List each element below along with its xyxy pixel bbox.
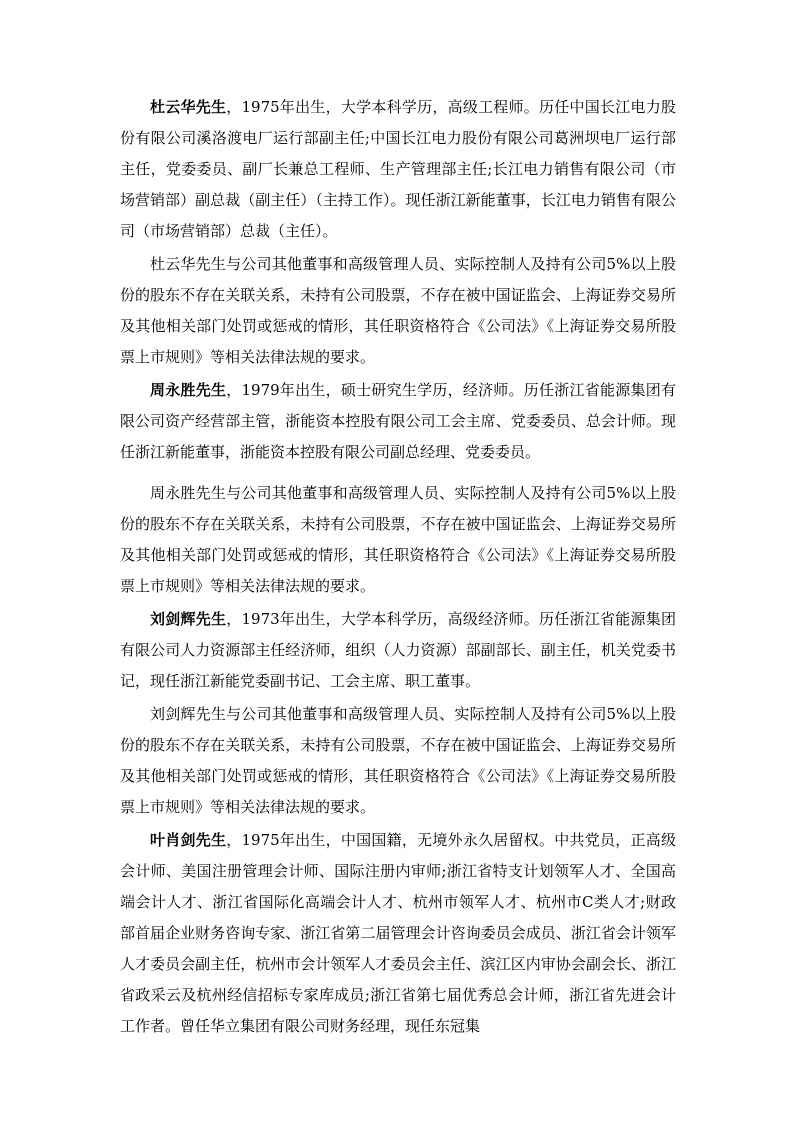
statement-paragraph-zhou-yongsheng [120,478,676,602]
paragraph-text: ，1975年出生，大学本科学历，高级工程师。历任中国长江电力股份有限公司溪洛渡电厂运行部副主任;中国长江电力股份有限公司葛洲坝电厂运行部主任，党委委员、副厂长兼总工程师、生产管理部主任;长江电力销售有限公司（市场营销部）副总裁（副主任）（主持工作）。现任浙江新能董事，长江电力销售有限公司（市场营销部）总裁（主任）。 [120,98,676,240]
paragraph-text: 周永胜先生与公司其他董事和高级管理人员、实际控制人及持有公司5%以上股份的股东不存在关联关系，未持有公司股票，不存在被中国证监会、上海证券交易所及其他相关部门处罚或惩戒的情形，其任职资格符合《公司法》《上海证券交易所股票上市规则》等相关法律法规的要求。 [120,484,676,595]
paragraph-text: ，1979年出生，硕士研究生学历，经济师。历任浙江省能源集团有限公司资产经营部主管，浙能资本控股有限公司工会主席、党委委员、总会计师。现任浙江新能董事，浙能资本控股有限公司副总经理、党委委员。 [120,381,676,461]
person-name: 杜云华先生 [150,98,227,116]
statement-paragraph-du-yunhua [120,249,676,373]
bio-paragraph-liu-jianhui [120,604,676,697]
paragraph-text: ，1975年出生，中国国籍，无境外永久居留权。中共党员，正高级会计师、美国注册管理会计师、国际注册内审师;浙江省特支计划领军人才、全国高端会计人才、浙江省国际化高端会计人才、杭州市领军人才、杭州市C类人才;财政部首届企业财务咨询专家、浙江省第二届管理会计咨询委员会成员、浙江省会计领军人才委员会副主任，杭州市会计领军人才委员会主任、滨江区内审协会副会长、浙江省政采云及杭州经信招标专家库成员;浙江省第七届优秀总会计师，浙江省先进会计工作者。曾任华立集团有限公司财务经理，现任东冠集 [120,831,676,1035]
statement-paragraph-liu-jianhui [120,699,676,823]
person-name: 叶肖剑先生 [150,831,227,849]
person-name: 刘剑辉先生 [150,610,227,628]
paragraph-text: 刘剑辉先生与公司其他董事和高级管理人员、实际控制人及持有公司5%以上股份的股东不存在关联关系，未持有公司股票，不存在被中国证监会、上海证券交易所及其他相关部门处罚或惩戒的情形，其任职资格符合《公司法》《上海证券交易所股票上市规则》等相关法律法规的要求。 [120,705,676,816]
person-name: 周永胜先生 [150,381,227,399]
bio-paragraph-zhou-yongsheng [120,375,676,468]
bio-paragraph-ye-xiaojian [120,825,676,1042]
document-body [120,92,676,1044]
bio-paragraph-du-yunhua [120,92,676,247]
paragraph-text: ，1973年出生，大学本科学历，高级经济师。历任浙江省能源集团有限公司人力资源部主任经济师，组织（人力资源）部副部长、副主任，机关党委书记，现任浙江新能党委副书记、工会主席、职工董事。 [120,610,676,690]
paragraph-text: 杜云华先生与公司其他董事和高级管理人员、实际控制人及持有公司5%以上股份的股东不存在关联关系，未持有公司股票，不存在被中国证监会、上海证券交易所及其他相关部门处罚或惩戒的情形，其任职资格符合《公司法》《上海证券交易所股票上市规则》等相关法律法规的要求。 [120,255,676,366]
